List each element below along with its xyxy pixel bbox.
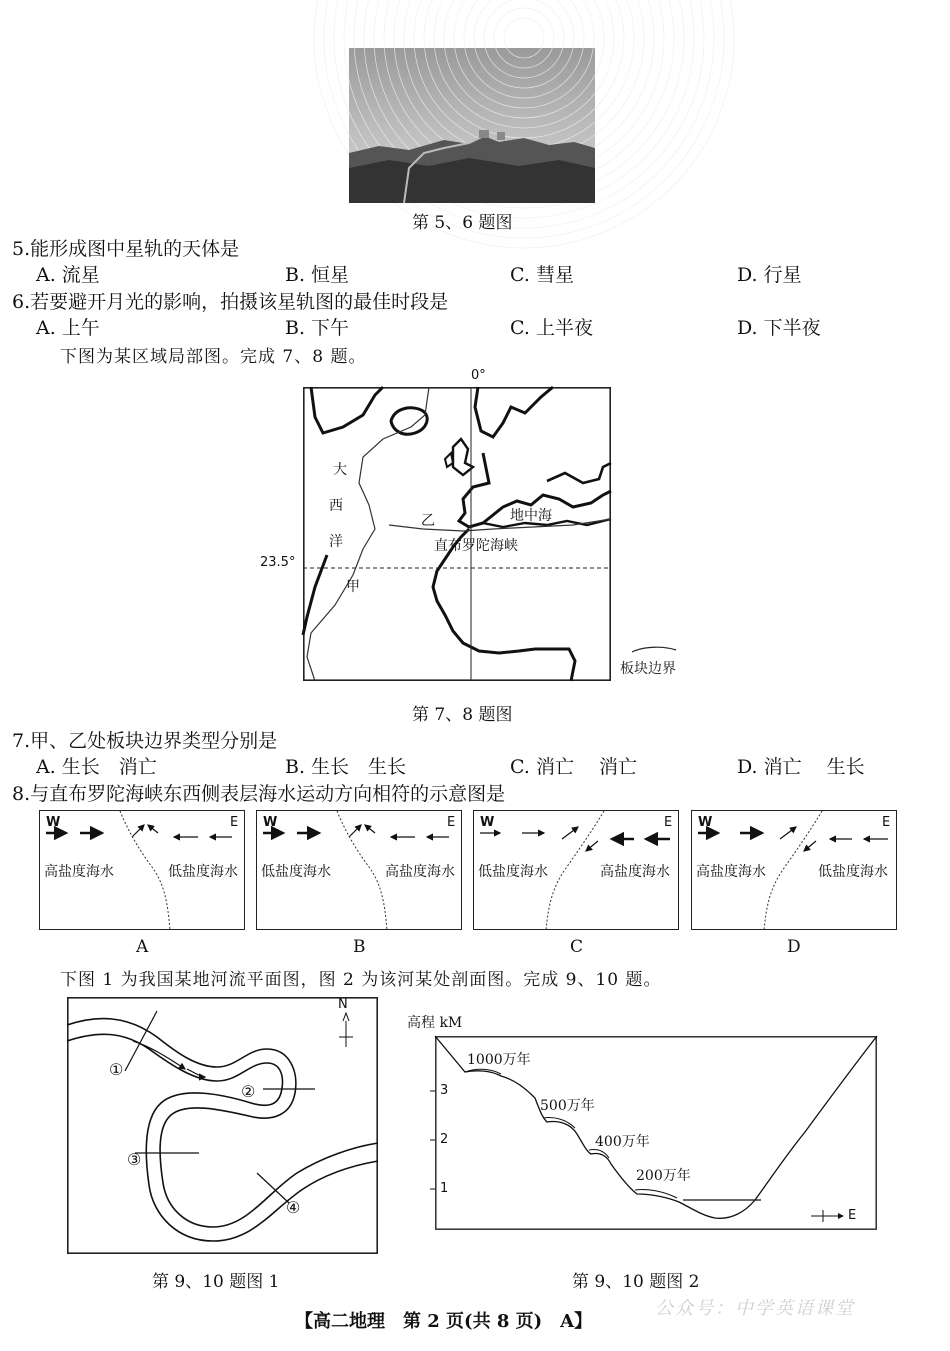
- map-point-yi: 乙: [421, 513, 435, 529]
- fig56-caption: 第 5、6 题图: [412, 213, 513, 233]
- map-meridian-label: 0°: [471, 368, 486, 383]
- fig1-caption: 第 9、10 题图 1: [152, 1272, 280, 1292]
- watermark: 公众号：中学英语课堂: [655, 1298, 855, 1319]
- map-latitude-label: 23.5°: [260, 555, 296, 570]
- panel-b-w: W: [263, 815, 278, 830]
- map78-caption: 第 7、8 题图: [412, 705, 513, 725]
- panel-a-right-label: 低盐度海水: [168, 864, 238, 880]
- panel-c-right-label: 高盐度海水: [600, 864, 670, 880]
- east-label: E: [848, 1208, 857, 1223]
- q7-option-d[interactable]: D. 消亡 生长: [737, 756, 865, 778]
- profile-ylabel: 高程 kM: [407, 1015, 463, 1031]
- panel-c-left-label: 低盐度海水: [478, 864, 548, 880]
- q5-stem: 5.能形成图中星轨的天体是: [12, 238, 240, 260]
- q6-option-a[interactable]: A. 上午: [36, 317, 100, 339]
- terrace-200: 200万年: [636, 1168, 691, 1184]
- fig2-caption: 第 9、10 题图 2: [572, 1272, 700, 1292]
- q8-panel-d-letter[interactable]: D: [787, 937, 801, 957]
- region-map: [303, 387, 611, 681]
- tick-3: 3: [440, 1083, 449, 1098]
- q8-panel-d[interactable]: [691, 810, 897, 930]
- q6-option-d[interactable]: D. 下半夜: [737, 317, 821, 339]
- tick-1: 1: [440, 1181, 449, 1196]
- q8-panel-c[interactable]: [473, 810, 679, 930]
- panel-d-left-label: 高盐度海水: [696, 864, 766, 880]
- marker-3: ③: [127, 1150, 142, 1169]
- panel-d-e: E: [882, 815, 891, 830]
- q8-panel-b[interactable]: [256, 810, 462, 930]
- intro-7-8: 下图为某区域局部图。完成 7、8 题。: [60, 347, 367, 367]
- panel-b-e: E: [447, 815, 456, 830]
- q8-stem: 8.与直布罗陀海峡东西侧表层海水运动方向相符的示意图是: [12, 783, 506, 805]
- q5-option-d[interactable]: D. 行星: [737, 264, 802, 286]
- marker-4: ④: [286, 1198, 301, 1217]
- panel-a-w: W: [46, 815, 61, 830]
- q5-option-b[interactable]: B. 恒星: [285, 264, 350, 286]
- panel-d-right-label: 低盐度海水: [818, 864, 888, 880]
- q5-option-a[interactable]: A. 流星: [36, 264, 100, 286]
- map-ocean-char-2: 西: [329, 498, 343, 514]
- tick-2: 2: [440, 1132, 449, 1147]
- q7-option-b[interactable]: B. 生长 生长: [285, 756, 407, 778]
- map-ocean-char-3: 洋: [329, 534, 343, 550]
- panel-c-e: E: [664, 815, 673, 830]
- terrace-400: 400万年: [595, 1134, 650, 1150]
- legend-boundary-symbol: [630, 644, 678, 654]
- panel-d-w: W: [698, 815, 713, 830]
- q7-option-a[interactable]: A. 生长 消亡: [36, 756, 157, 778]
- marker-1: ①: [109, 1060, 124, 1079]
- star-trail-photo: [349, 48, 595, 203]
- panel-b-left-label: 低盐度海水: [261, 864, 331, 880]
- q6-option-b[interactable]: B. 下午: [285, 317, 350, 339]
- north-label: N: [338, 997, 348, 1012]
- terrace-500: 500万年: [540, 1098, 595, 1114]
- panel-c-w: W: [480, 815, 495, 830]
- river-plan-map: [67, 997, 378, 1254]
- legend-boundary-label: 板块边界: [620, 661, 676, 677]
- map-strait-label: 直布罗陀海峡: [434, 538, 518, 554]
- marker-2: ②: [241, 1082, 256, 1101]
- intro-9-10: 下图 1 为我国某地河流平面图，图 2 为该河某处剖面图。完成 9、10 题。: [60, 970, 662, 990]
- q8-panel-a-letter[interactable]: A: [136, 937, 149, 957]
- q6-option-c[interactable]: C. 上半夜: [510, 317, 593, 339]
- map-sea-label: 地中海: [510, 508, 552, 524]
- panel-a-e: E: [230, 815, 239, 830]
- terrace-1000: 1000万年: [467, 1052, 531, 1068]
- q8-panel-c-letter[interactable]: C: [570, 937, 584, 957]
- panel-a-left-label: 高盐度海水: [44, 864, 114, 880]
- q8-panel-b-letter[interactable]: B: [353, 937, 366, 957]
- map-ocean-char-1: 大: [333, 462, 347, 478]
- page-footer: 【高二地理 第 2 页(共 8 页) A】: [295, 1311, 593, 1332]
- q5-option-c[interactable]: C. 彗星: [510, 264, 574, 286]
- q7-stem: 7.甲、乙处板块边界类型分别是: [12, 730, 278, 752]
- panel-b-right-label: 高盐度海水: [385, 864, 455, 880]
- q6-stem: 6.若要避开月光的影响，拍摄该星轨图的最佳时段是: [12, 291, 449, 313]
- q7-option-c[interactable]: C. 消亡 消亡: [510, 756, 637, 778]
- map-point-jia: 甲: [346, 579, 360, 595]
- q8-panel-a[interactable]: [39, 810, 245, 930]
